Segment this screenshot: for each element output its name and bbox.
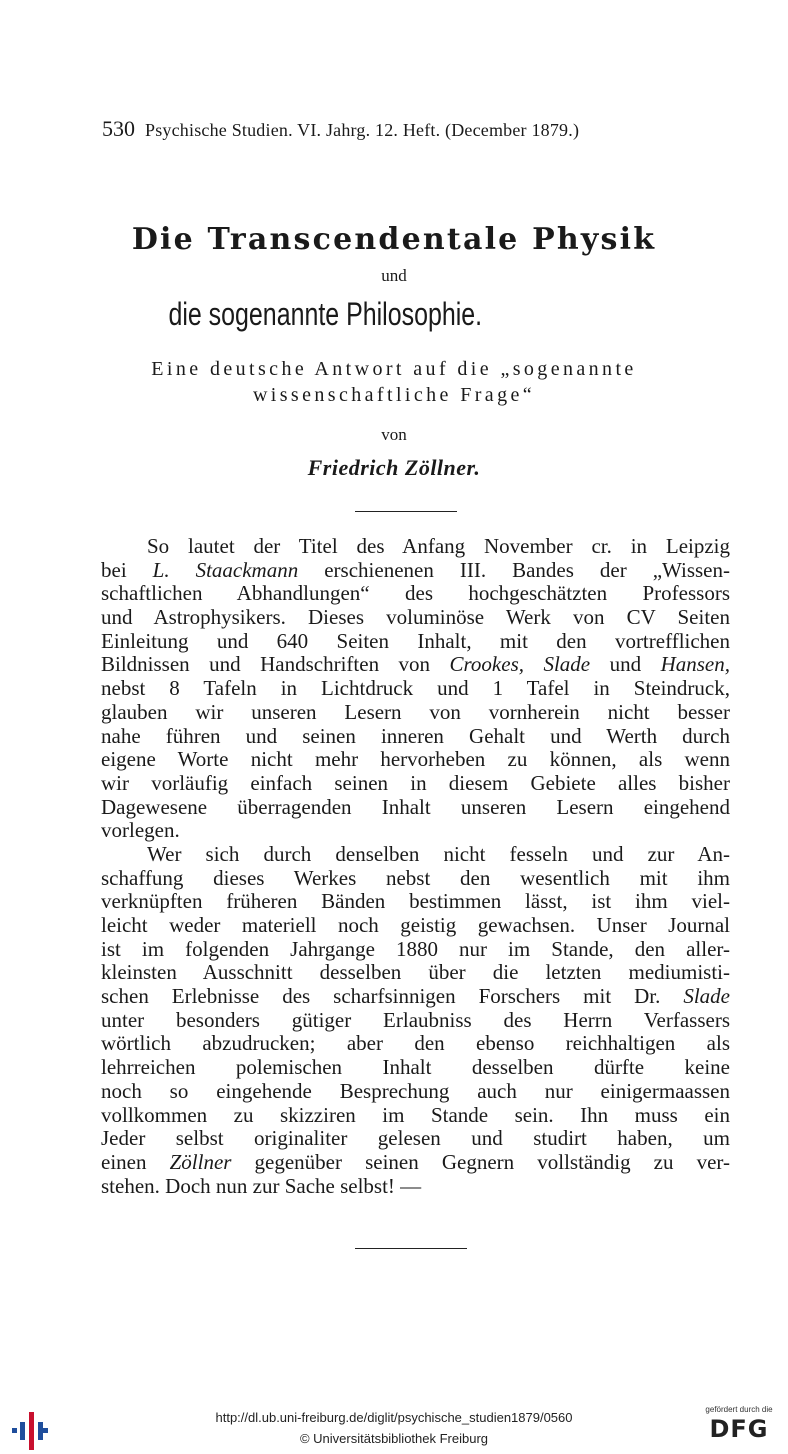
- permalink-url[interactable]: http://dl.ub.uni-freiburg.de/diglit/psychische_studien1879/0560: [215, 1410, 573, 1425]
- text-line: stehen. Doch nun zur Sache selbst! —: [101, 1173, 422, 1198]
- article-body: [101, 535, 730, 1198]
- text-line: So lautet der Titel des Anfang November cr. in Leipzig: [147, 534, 730, 558]
- text-line: nahe führen und seinen inneren Gehalt und Werth durch: [101, 723, 730, 748]
- text-line: schaffung dieses Werkes nebst den wesentlich mit ihm: [101, 865, 730, 890]
- text-line: ist im folgenden Jahrgange 1880 nur im Stande, den aller-: [101, 936, 730, 961]
- funder-badge: [698, 1405, 780, 1449]
- author-name: Friedrich Zöllner.: [307, 455, 481, 480]
- text-line: wir vorläufig einfach seinen in diesem Gebiete alles bisher: [101, 770, 730, 795]
- text-line: leicht weder materiell noch geistig gewachsen. Unser Journal: [101, 913, 730, 937]
- article-subtitle: die sogenannte Philosophie.: [168, 296, 483, 332]
- text-line: eigene Worte nicht mehr hervorheben zu können, als wenn: [101, 747, 730, 772]
- text-line: vorlegen.: [101, 818, 180, 843]
- text-line: einen Zöllner gegenüber seinen Gegnern vollständig zu ver-: [101, 1149, 730, 1174]
- text-line: Dagewesene überragenden Inhalt unseren Lesern eingehend: [101, 794, 730, 819]
- journal-title: Psychische Studien. VI. Jahrg. 12. Heft. (December 1879.): [145, 120, 580, 140]
- section-divider-bottom: [355, 1248, 467, 1249]
- text-line: glauben wir unseren Lesern von vornherein nicht besser: [101, 699, 730, 724]
- funder-note: gefördert durch die: [705, 1405, 773, 1414]
- page-number: 530: [102, 116, 135, 141]
- byline-von: von: [381, 425, 407, 444]
- text-line: Wer sich durch denselben nicht fesseln und zur An-: [147, 841, 730, 866]
- title-connector: und: [381, 266, 407, 285]
- copyright-notice: © Universitätsbibliothek Freiburg: [299, 1431, 489, 1446]
- person-name: Crookes, Slade: [449, 652, 591, 677]
- text-line: lehrreichen polemischen Inhalt desselben dürfte keine: [101, 1055, 730, 1080]
- text-line: und Astrophysikers. Dieses voluminöse Werk von CV Seiten: [101, 605, 730, 630]
- running-header: [102, 116, 714, 142]
- text-line: noch so eingehende Besprechung auch nur einigermaassen: [101, 1078, 730, 1103]
- person-name: Slade: [683, 984, 730, 1009]
- text-line: nebst 8 Tafeln in Lichtdruck und 1 Tafel in Steindruck,: [101, 676, 730, 701]
- text-line: wörtlich abzudrucken; aber den ebenso reichhaltigen als: [101, 1031, 730, 1056]
- viewer-footer: [0, 1400, 788, 1454]
- section-divider-top: [355, 511, 457, 512]
- text-line: Jeder selbst originaliter gelesen und studirt haben, um: [101, 1126, 730, 1151]
- tagline-line-2: wissenschaftliche Frage“: [252, 384, 536, 406]
- text-line: kleinsten Ausschnitt desselben über die letzten mediumisti-: [101, 960, 730, 985]
- article-title: Die Transcendentale Physik: [131, 222, 657, 257]
- text-line: bei L. Staackmann erschienenen III. Bandes der „Wissen-: [101, 557, 730, 582]
- person-name: Hansen,: [660, 652, 730, 677]
- text-line: unter besonders gütiger Erlaubniss des Herrn Verfassers: [101, 1007, 730, 1032]
- tagline-line-1: Eine deutsche Antwort auf die „sogenannte: [151, 358, 637, 380]
- text-line: verknüpften früheren Bänden bestimmen lässt, ist ihm viel-: [101, 889, 730, 914]
- text-line: vollkommen zu skizziren im Stande sein. Ihn muss ein: [101, 1102, 730, 1127]
- dfg-logo-icon: DFG: [709, 1415, 769, 1443]
- text-line: Bildnissen und Handschriften von Crookes, Slade und Hansen,: [101, 652, 730, 677]
- person-name: L. Staackmann: [152, 557, 299, 582]
- text-line: Einleitung und 640 Seiten Inhalt, mit den vortrefflichen: [101, 628, 730, 653]
- text-line: schen Erlebnisse des scharfsinnigen Forschers mit Dr. Slade: [101, 984, 730, 1009]
- person-name: Zöllner: [169, 1149, 232, 1174]
- text-line: schaftlichen Abhandlungen“ des hochgeschätzten Professors: [101, 581, 730, 606]
